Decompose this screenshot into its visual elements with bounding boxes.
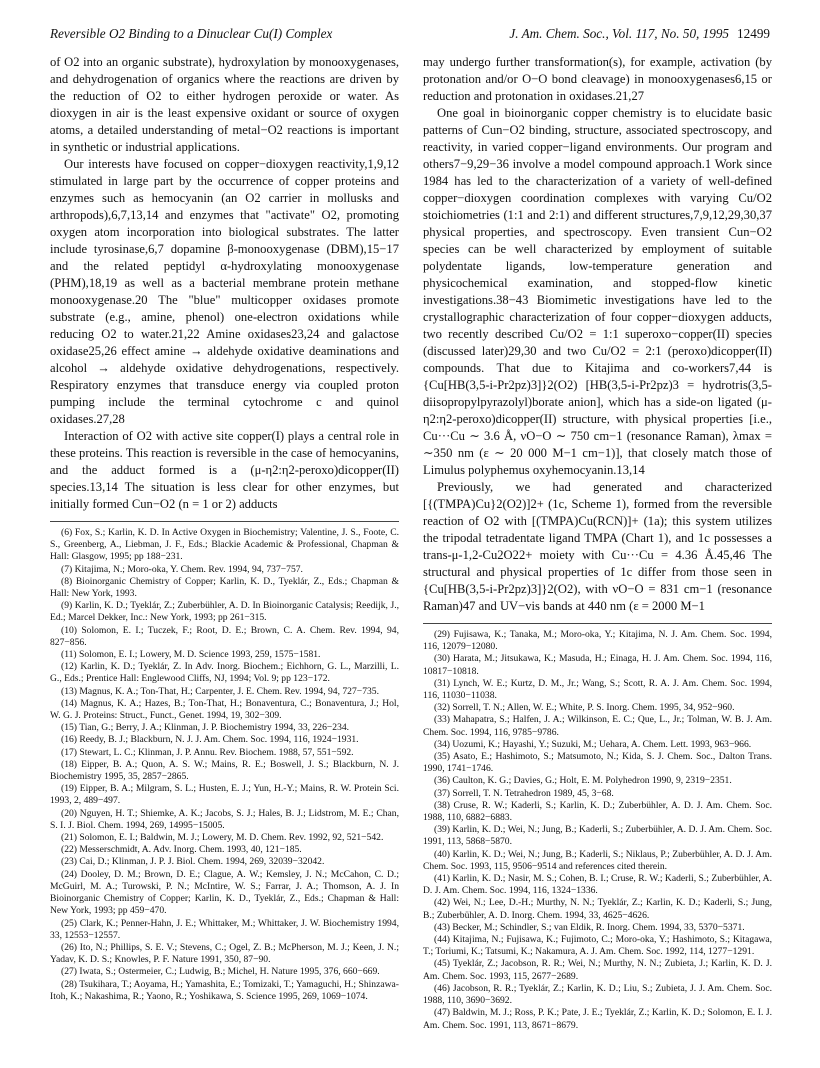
right-body-text: [423, 54, 772, 615]
reference-item: (42) Wei, N.; Lee, D.-H.; Murthy, N. N.; Tyeklár, Z.; Karlin, K. D.; Kaderli, S.; Jung, B.; Zuberbühler, A. D. Inorg. Chem. 1994, 33, 4625−4626.: [423, 897, 772, 921]
reference-item: (18) Eipper, B. A.; Quon, A. S. W.; Mains, R. E.; Boswell, J. S.; Blackburn, N. J. Biochemistry 1995, 35, 2857−2865.: [50, 758, 399, 783]
reference-item: (19) Eipper, B. A.; Milgram, S. L.; Husten, E. J.; Yun, H.-Y.; Mains, R. W. Protein Sci. 1993, 2, 489−497.: [50, 783, 399, 807]
reference-item: (24) Dooley, D. M.; Brown, D. E.; Clague, A. W.; Kemsley, J. N.; McCahon, C. D.; McGuirl, M. A.; Turowski, P. N.; McIntire, W. S.; Farrar, J. A.; Thomson, A. J. In Bioinorganic Chemistry of Copper; Karlin, K. D., Tyeklár, Z., Eds.; Chapman & Hall: New York, 1993; pp 459−470.: [50, 868, 399, 917]
reference-item: (9) Karlin, K. D.; Tyeklár, Z.; Zuberbühler, A. D. In Bioinorganic Catalysis; Reedijk, J., Ed.; Marcel Dekker, Inc.: New York, 1993; pp 261−315.: [50, 600, 399, 624]
reference-item: (13) Magnus, K. A.; Ton-That, H.; Carpenter, J. E. Chem. Rev. 1994, 94, 727−735.: [61, 685, 379, 697]
footnote-divider: [423, 623, 772, 624]
reference-item: (14) Magnus, K. A.; Hazes, B.; Ton-That, H.; Bonaventura, C.; Bonaventura, J.; Hol, W. G. J. Proteins: Struct., Funct., Genet. 1994, 19, 302−309.: [50, 697, 399, 722]
body-paragraph: Our interests have focused on copper−dioxygen reactivity,1,9,12 stimulated in large part by the occurrence of copper proteins and enzymes such as hemocyanin (an O2 carrier in mollusks and arthropods),6,7,13,14 and enzymes that "activate" O2, promoting oxygen atom incorporation into biological substrates. The latter include tyrosinase,6,7 dopamine β-monooxygenase (DBM),15−17 and the related peptidyl α-hydroxylating monooxygenase (PHM),18,19 as well as a bacterial membrane protein methane monooxygenase.20 The "blue" multicopper oxidases promote substrate (e.g., amine, phenol) one-electron oxidations while reducing O2 to water.21,22 Amine oxidases23,24 and galactose oxidase25,26 effect amine → aldehyde oxidative deaminations and alcohol → aldehyde oxidative dehydrogenations, respectively. Respiratory enzymes that transduce energy via coupled proton pumping include the terminal cytochrome c and quinol oxidases.27,28: [50, 157, 399, 426]
body-paragraph: of O2 into an organic substrate), hydroxylation by monooxygenases, and dehydrogenation of organics where the reactions are driven by the reduction of O2 to either hydrogen peroxide or water. As dioxygen in air is the least expensive oxidant or source of oxygen atoms, a detailed understanding of metal−O2 reactions is important in synthetic or industrial applications.: [50, 55, 399, 154]
footnote-divider: [50, 521, 399, 522]
body-paragraph: Previously, we had generated and characterized [{(TMPA)Cu}2(O2)]2+ (1c, Scheme 1), formed from the reversible reaction of O2 with [(TMPA)Cu(RCN)]+ (1a); this system utilizes the tripodal tetradentate ligand TMPA (Chart 1), and 1c possesses a trans-μ-1,2-Cu2O22+ moiety with Cu···Cu = 4.36 Å.45,46 The structural and physical properties of 1c differ from those seen in {Cu[HB(3,5-i-Pr2pz)3]}2(O2), with νO−O = 831 cm−1 (resonance Raman)47 and UV−vis bands at 440 nm (ε = 2000 M−1: [423, 480, 772, 613]
reference-item: (27) Iwata, S.; Ostermeier, C.; Ludwig, B.; Michel, H. Nature 1995, 376, 660−669.: [61, 966, 380, 978]
reference-item: (6) Fox, S.; Karlin, K. D. In Active Oxygen in Biochemistry; Valentine, J. S., Foote, C. S., Greenberg, A., Liebman, J. F., Eds.; Blackie Academic & Professional, Chapman & Hall: Glasgow, 1995; pp 188−231.: [50, 527, 399, 563]
reference-item: (15) Tian, G.; Berry, J. A.; Klinman, J. P. Biochemistry 1994, 33, 226−234.: [61, 722, 350, 734]
running-header: [50, 26, 770, 46]
reference-item: (17) Stewart, L. C.; Klinman, J. P. Annu. Rev. Biochem. 1988, 57, 551−592.: [61, 746, 354, 758]
reference-item: (8) Bioinorganic Chemistry of Copper; Karlin, K. D., Tyeklár, Z., Eds.; Chapman & Hall: New York, 1993.: [50, 575, 399, 600]
reference-item: (7) Kitajima, N.; Moro-oka, Y. Chem. Rev. 1994, 94, 737−757.: [61, 563, 303, 575]
right-column: [423, 54, 772, 1032]
reference-item: (33) Mahapatra, S.; Halfen, J. A.; Wilkinson, E. C.; Que, L., Jr.; Tolman, W. B. J. Am. Chem. Soc. 1994, 116, 9785−9786.: [423, 714, 772, 738]
journal-name: J. Am. Chem. Soc., Vol. 117, No. 50, 1995: [509, 26, 730, 41]
reference-item: (45) Tyeklár, Z.; Jacobson, R. R.; Wei, N.; Murthy, N. N.; Zubieta, J.; Karlin, K. D. J. Am. Chem. Soc. 1993, 115, 2677−2689.: [423, 958, 772, 982]
reference-item: (39) Karlin, K. D.; Wei, N.; Jung, B.; Kaderli, S.; Zuberbühler, A. D. J. Am. Chem. Soc. 1991, 113, 5868−5870.: [423, 824, 772, 848]
left-body-text: [50, 54, 399, 513]
left-column: [50, 54, 399, 1003]
reference-item: (40) Karlin, K. D.; Wei, N.; Jung, B.; Kaderli, S.; Niklaus, P.; Zuberbühler, A. D. J. Am. Chem. Soc. 1993, 115, 9506−9514 and references cited therein.: [423, 848, 772, 872]
reference-item: (38) Cruse, R. W.; Kaderli, S.; Karlin, K. D.; Zuberbühler, A. D. J. Am. Chem. Soc. 1988, 110, 6882−6883.: [423, 799, 772, 824]
left-reference-list: [50, 527, 399, 1003]
reference-item: (22) Messerschmidt, A. Adv. Inorg. Chem. 1993, 40, 121−185.: [61, 844, 302, 856]
page-number: 12499: [737, 26, 770, 41]
reference-item: (34) Uozumi, K.; Hayashi, Y.; Suzuki, M.; Uehara, A. Chem. Lett. 1993, 963−966.: [434, 738, 752, 750]
reference-item: (10) Solomon, E. I.; Tuczek, F.; Root, D. E.; Brown, C. A. Chem. Rev. 1994, 94, 827−856.: [50, 624, 399, 648]
reference-item: (28) Tsukihara, T.; Aoyama, H.; Yamashita, E.; Tomizaki, T.; Yamaguchi, H.; Shinzawa-Itoh, K.; Nakashima, R.; Yaono, R.; Yoshikawa, S. Science 1995, 269, 1069−1074.: [50, 978, 399, 1002]
reference-item: (11) Solomon, E. I.; Lowery, M. D. Science 1993, 259, 1575−1581.: [61, 649, 321, 661]
reference-item: (23) Cai, D.; Klinman, J. P. J. Biol. Chem. 1994, 269, 32039−32042.: [61, 856, 325, 868]
reference-item: (43) Becker, M.; Schindler, S.; van Eldik, R. Inorg. Chem. 1994, 33, 5370−5371.: [434, 921, 745, 933]
reference-item: (37) Sorrell, T. N. Tetrahedron 1989, 45, 3−68.: [434, 787, 614, 799]
reference-item: (31) Lynch, W. E.; Kurtz, D. M., Jr.; Wang, S.; Scott, R. A. J. Am. Chem. Soc. 1994, 116, 11030−11038.: [423, 677, 772, 702]
reference-item: (21) Solomon, E. I.; Baldwin, M. J.; Lowery, M. D. Chem. Rev. 1992, 92, 521−542.: [61, 832, 384, 844]
reference-item: (46) Jacobson, R. R.; Tyeklár, Z.; Karlin, K. D.; Liu, S.; Zubieta, J. J. Am. Chem. Soc. 1988, 110, 3690−3692.: [423, 982, 772, 1007]
journal-citation-header: [509, 26, 770, 42]
reference-item: (30) Harata, M.; Jitsukawa, K.; Masuda, H.; Einaga, H. J. Am. Chem. Soc. 1994, 116, 10817−10818.: [423, 653, 772, 677]
reference-item: (25) Clark, K.; Penner-Hahn, J. E.; Whittaker, M.; Whittaker, J. W. Biochemistry 1994, 33, 12553−12557.: [50, 917, 399, 941]
reference-item: (29) Fujisawa, K.; Tanaka, M.; Moro-oka, Y.; Kitajima, N. J. Am. Chem. Soc. 1994, 116, 12079−12080.: [423, 629, 772, 653]
reference-item: (35) Asato, E.; Hashimoto, S.; Matsumoto, N.; Kida, S. J. Chem. Soc., Dalton Trans. 1990, 1741−1746.: [423, 751, 772, 775]
reference-item: (26) Ito, N.; Phillips, S. E. V.; Stevens, C.; Ogel, Z. B.; McPherson, M. J.; Keen, J. N.; Yadav, K. D. S.; Knowles, P. F. Nature 1991, 350, 87−90.: [50, 941, 399, 966]
article-running-title: Reversible O2 Binding to a Dinuclear Cu(I) Complex: [50, 26, 333, 41]
reference-item: (36) Caulton, K. G.; Davies, G.; Holt, E. M. Polyhedron 1990, 9, 2319−2351.: [434, 775, 732, 787]
reference-item: (32) Sorrell, T. N.; Allen, W. E.; White, P. S. Inorg. Chem. 1995, 34, 952−960.: [434, 702, 735, 714]
reference-item: (16) Reedy, B. J.; Blackburn, N. J. J. Am. Chem. Soc. 1994, 116, 1924−1931.: [61, 734, 359, 746]
reference-item: (20) Nguyen, H. T.; Shiemke, A. K.; Jacobs, S. J.; Hales, B. J.; Lidstrom, M. E.; Chan, S. I. J. Biol. Chem. 1994, 269, 14995−15005.: [50, 807, 399, 831]
reference-item: (12) Karlin, K. D.; Tyeklár, Z. In Adv. Inorg. Biochem.; Eichhorn, G. L., Marzilli, L. G., Eds.; Prentice Hall: Englewood Cliffs, NJ, 1994; Vol. 9; pp 123−172.: [50, 661, 399, 685]
reference-item: (47) Baldwin, M. J.; Ross, P. K.; Pate, J. E.; Tyeklár, Z.; Karlin, K. D.; Solomon, E. I. J. Am. Chem. Soc. 1991, 113, 8671−8679.: [423, 1007, 772, 1031]
reference-item: (41) Karlin, K. D.; Nasir, M. S.; Cohen, B. I.; Cruse, R. W.; Kaderli, S.; Zuberbühler, A. D. J. Am. Chem. Soc. 1994, 116, 1324−1336.: [423, 873, 772, 897]
body-paragraph: may undergo further transformation(s), for example, activation (by protonation and/or O−O bond cleavage) in monooxygenases6,15 or reduction and protonation in oxidases.21,27: [423, 55, 772, 103]
body-paragraph: Interaction of O2 with active site copper(I) plays a central role in these proteins. This reaction is reversible in the case of hemocyanins, and the adduct formed is a (μ-η2:η2-peroxo)dicopper(II) species.13,14 The situation is less clear for other enzymes, but initially formed Cun−O2 (n = 1 or 2) adducts: [50, 429, 399, 511]
reference-item: (44) Kitajima, N.; Fujisawa, K.; Fujimoto, C.; Moro-oka, Y.; Hashimoto, S.; Kitagawa, T.; Toriumi, K.; Tatsumi, K.; Nakamura, A. J. Am. Chem. Soc. 1992, 114, 1277−1291.: [423, 934, 772, 958]
right-reference-list: [423, 629, 772, 1032]
body-paragraph: One goal in bioinorganic copper chemistry is to elucidate basic patterns of Cun−O2 binding, structure, associated spectroscopy, and reactivity, in varied copper−ligand environments. Our program and others7−9,29−36 involve a model compound approach.1 Work since 1984 has led to the characterization of a variety of well-defined copper−dioxygen coordination complexes with varying Cu/O2 stoichiometries (1:1 and 2:1) and different structures,7,9,12,29,30,37 physical properties, and spectroscopy. Even transient Cun−O2 species can be well characterized by employment of suitable polydentate ligands, low-temperature generation and physicochemical examination, and stopped-flow kinetic investigations.38−43 Biomimetic investigations have led to the crystallographic characterization of four copper−dioxygen adducts, two recently described Cu/O2 = 1:1 superoxo−copper(II) species (discussed later)29,30 and two Cu/O2 = 2:1 (peroxo)dicopper(II) compounds. That due to Kitajima and co-workers7,44 is {Cu[HB(3,5-i-Pr2pz)3]}2(O2) [HB(3,5-i-Pr2pz)3 = hydrotris(3,5-diisopropylpyrazolyl)borate anion], which has a side-on ligated (μ-η2:η2-peroxo)dicopper(II) structure, with physical properties [i.e., Cu···Cu ∼ 3.6 Å, νO−O ∼ 750 cm−1 (resonance Raman), λmax = ∼350 nm (ε ∼ 20 000 M−1 cm−1)], that closely match those of Limulus polyphemus oxyhemocyanin.13,14: [423, 106, 772, 477]
